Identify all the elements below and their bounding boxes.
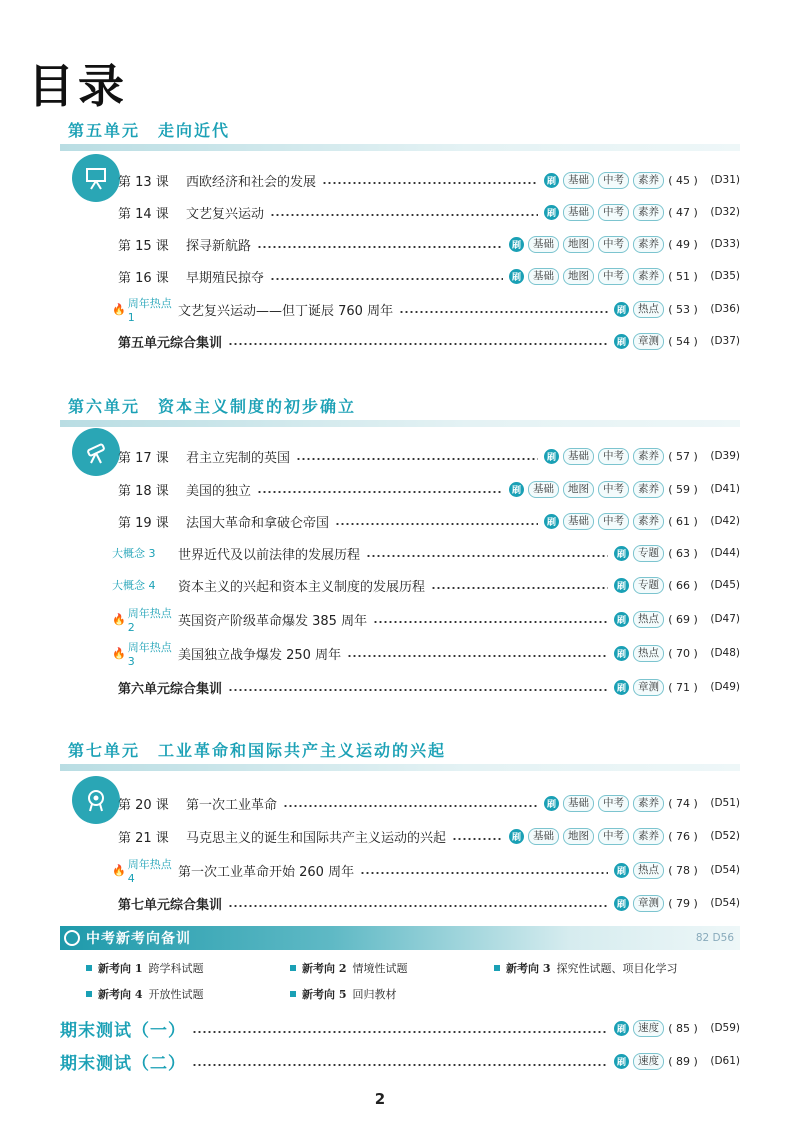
unit-header-bar — [60, 764, 740, 771]
page-ref: ( 54 ) — [666, 335, 700, 348]
tag-basic: 基础 — [528, 828, 559, 845]
lesson-number: 第 14 课 — [118, 206, 169, 222]
summary-title: 第五单元综合集训 — [118, 335, 223, 351]
tag-basic: 基础 — [528, 268, 559, 285]
tag-group — [544, 513, 664, 530]
answer-code: ( D42 ) — [700, 515, 740, 527]
toc-row-hot[interactable] — [112, 296, 740, 324]
toc-row-hot[interactable] — [112, 857, 740, 885]
answer-code: ( D41 ) — [700, 483, 740, 495]
toc-row-summary[interactable] — [118, 330, 740, 352]
direction-item[interactable] — [86, 986, 203, 1002]
lesson-title: 君主立宪制的英国 — [186, 450, 291, 466]
toc-row[interactable] — [118, 265, 740, 287]
direction-key: 新考向 2 — [302, 962, 347, 975]
tag-group — [544, 448, 664, 465]
tag-literacy: 素养 — [633, 172, 664, 189]
direction-value: 开放性试题 — [148, 988, 204, 1001]
leader-dots — [366, 555, 608, 557]
page-ref: ( 71 ) — [666, 681, 700, 694]
compass-icon — [64, 930, 80, 946]
leader-dots — [228, 689, 608, 691]
tag-map: 地图 — [563, 828, 594, 845]
toc-row[interactable] — [118, 510, 740, 532]
toc-row-summary[interactable] — [118, 676, 740, 698]
tag-literacy: 素养 — [633, 268, 664, 285]
final-exam-row[interactable] — [60, 1049, 740, 1073]
topic-title: 美国独立战争爆发 250 周年 — [178, 647, 342, 663]
telescope-icon — [72, 428, 120, 476]
page-ref: ( 70 ) — [666, 647, 700, 660]
final-exam-row[interactable] — [60, 1016, 740, 1040]
tag-literacy: 素养 — [633, 481, 664, 498]
answer-code: ( D48 ) — [700, 647, 740, 659]
lesson-number: 第 20 课 — [118, 797, 169, 813]
tag-group — [614, 301, 664, 318]
tag-group — [614, 862, 664, 879]
toc-row-concept[interactable] — [112, 542, 740, 564]
leader-dots — [228, 905, 608, 907]
bullet-icon — [86, 991, 92, 997]
answer-code: ( D36 ) — [700, 303, 740, 315]
tag-group — [544, 172, 664, 189]
answer-code: ( D61 ) — [700, 1055, 740, 1067]
leader-dots — [322, 182, 538, 184]
toc-row-hot[interactable] — [112, 640, 740, 668]
tag-hot: 热点 — [633, 645, 664, 662]
tag-group — [544, 795, 664, 812]
hot-number: 周年热点 2 — [127, 606, 172, 634]
hot-label — [112, 639, 178, 668]
answer-code: ( D47 ) — [700, 613, 740, 625]
direction-item[interactable] — [290, 960, 407, 976]
lesson-title: 第一次工业革命 — [186, 797, 278, 813]
toc-row[interactable] — [118, 825, 740, 847]
page-ref: ( 49 ) — [666, 238, 700, 251]
summary-title: 第六单元综合集训 — [118, 681, 223, 697]
unit-7-title: 第七单元 工业革命和国际共产主义运动的兴起 — [68, 741, 447, 760]
tag-exam: 中考 — [598, 236, 629, 253]
bullet-icon — [290, 991, 296, 997]
answer-code: ( D35 ) — [700, 270, 740, 282]
tag-group — [509, 481, 664, 498]
tag-basic: 基础 — [563, 513, 594, 530]
concept-label: 大概念 4 — [112, 579, 156, 592]
direction-value: 探究性试题、项目化学习 — [556, 962, 678, 975]
toc-row[interactable] — [118, 478, 740, 500]
hot-label — [112, 605, 178, 634]
tag-group — [614, 1053, 664, 1070]
presentation-board-icon — [72, 154, 120, 202]
topic-title: 英国资产阶级革命爆发 385 周年 — [178, 613, 368, 629]
leader-dots — [452, 838, 503, 840]
unit-header-bar — [60, 420, 740, 427]
leader-dots — [360, 872, 608, 874]
fire-icon: 🔥 — [112, 302, 126, 316]
leader-dots — [335, 523, 538, 525]
answer-code: ( D45 ) — [700, 579, 740, 591]
tag-exam: 中考 — [598, 513, 629, 530]
direction-item[interactable] — [86, 960, 203, 976]
leader-dots — [283, 805, 538, 807]
page-ref: ( 47 ) — [666, 206, 700, 219]
shua-icon: 刷 — [544, 449, 559, 464]
leader-dots — [270, 214, 538, 216]
tag-map: 地图 — [563, 481, 594, 498]
topic-title: 资本主义的兴起和资本主义制度的发展历程 — [178, 579, 426, 595]
page-ref: ( 59 ) — [666, 483, 700, 496]
lesson-number: 第 18 课 — [118, 483, 169, 499]
tag-group — [614, 679, 664, 696]
gear-medal-icon — [72, 776, 120, 824]
fire-icon: 🔥 — [112, 646, 126, 660]
tag-literacy: 素养 — [633, 828, 664, 845]
answer-code: ( D59 ) — [700, 1022, 740, 1034]
shua-icon: 刷 — [614, 546, 629, 561]
tag-literacy: 素养 — [633, 448, 664, 465]
page-ref: ( 79 ) — [666, 897, 700, 910]
hot-number: 周年热点 1 — [127, 296, 172, 324]
tag-chapter-test: 章测 — [633, 895, 664, 912]
fire-icon: 🔥 — [112, 612, 126, 626]
lesson-number: 第 19 课 — [118, 515, 169, 531]
toc-row[interactable] — [118, 169, 740, 191]
page-ref: ( 76 ) — [666, 830, 700, 843]
page-ref: ( 63 ) — [666, 547, 700, 560]
answer-code: ( D31 ) — [700, 174, 740, 186]
toc-row[interactable] — [118, 201, 740, 223]
lesson-title: 美国的独立 — [186, 483, 252, 499]
tag-exam: 中考 — [598, 268, 629, 285]
tag-exam: 中考 — [598, 481, 629, 498]
tag-group — [614, 895, 664, 912]
tag-group — [614, 545, 664, 562]
topic-title: 第一次工业革命开始 260 周年 — [178, 864, 355, 880]
direction-key: 新考向 1 — [98, 962, 143, 975]
shua-icon: 刷 — [614, 896, 629, 911]
topic-title: 文艺复兴运动——但丁诞辰 760 周年 — [178, 303, 394, 319]
shua-icon: 刷 — [544, 205, 559, 220]
page-number: 2 — [374, 1090, 386, 1108]
exam-prep-banner[interactable] — [60, 926, 740, 950]
answer-code: ( D32 ) — [700, 206, 740, 218]
page-title: 目录 — [28, 59, 128, 113]
page-ref: ( 74 ) — [666, 797, 700, 810]
direction-item[interactable] — [290, 986, 396, 1002]
tag-literacy: 素养 — [633, 795, 664, 812]
shua-icon: 刷 — [509, 237, 524, 252]
tag-exam: 中考 — [598, 172, 629, 189]
direction-key: 新考向 4 — [98, 988, 143, 1001]
hot-number: 周年热点 3 — [127, 640, 172, 668]
direction-item[interactable] — [494, 960, 677, 976]
tag-basic: 基础 — [563, 795, 594, 812]
leader-dots — [296, 458, 538, 460]
tag-literacy: 素养 — [633, 513, 664, 530]
shua-icon: 刷 — [614, 1054, 629, 1069]
direction-key: 新考向 3 — [506, 962, 551, 975]
tag-group — [614, 611, 664, 628]
shua-icon: 刷 — [614, 334, 629, 349]
leader-dots — [373, 621, 608, 623]
lesson-title: 早期殖民掠夺 — [186, 270, 265, 286]
direction-value: 情境性试题 — [352, 962, 408, 975]
answer-code: ( D39 ) — [700, 450, 740, 462]
leader-dots — [257, 246, 503, 248]
lesson-title: 探寻新航路 — [186, 238, 252, 254]
page-ref: ( 53 ) — [666, 303, 700, 316]
toc-row[interactable] — [118, 792, 740, 814]
tag-basic: 基础 — [563, 448, 594, 465]
lesson-title: 法国大革命和拿破仑帝国 — [186, 515, 330, 531]
tag-group — [614, 1020, 664, 1037]
shua-icon: 刷 — [544, 514, 559, 529]
summary-title: 第七单元综合集训 — [118, 897, 223, 913]
direction-value: 回归教材 — [352, 988, 397, 1001]
bullet-icon — [86, 965, 92, 971]
unit-5-title: 第五单元 走向近代 — [68, 121, 231, 140]
toc-row[interactable] — [118, 445, 740, 467]
unit-6-title: 第六单元 资本主义制度的初步确立 — [68, 397, 357, 416]
tag-group — [509, 236, 664, 253]
tag-exam: 中考 — [598, 795, 629, 812]
answer-code: ( D52 ) — [700, 830, 740, 842]
shua-icon: 刷 — [544, 796, 559, 811]
banner-page — [696, 932, 734, 944]
exam-title: 期末测试（一） — [60, 1020, 186, 1041]
tag-hot: 热点 — [633, 301, 664, 318]
page-ref: ( 51 ) — [666, 270, 700, 283]
answer-code: ( D54 ) — [700, 897, 740, 909]
leader-dots — [347, 655, 608, 657]
topic-title: 世界近代及以前法律的发展历程 — [178, 547, 361, 563]
shua-icon: 刷 — [614, 578, 629, 593]
tag-exam: 中考 — [598, 204, 629, 221]
lesson-number: 第 13 课 — [118, 174, 169, 190]
concept-label: 大概念 3 — [112, 547, 156, 560]
tag-group — [544, 204, 664, 221]
shua-icon: 刷 — [614, 302, 629, 317]
leader-dots — [228, 343, 608, 345]
page-ref: ( 85 ) — [666, 1022, 700, 1035]
tag-basic: 基础 — [528, 481, 559, 498]
shua-icon: 刷 — [614, 646, 629, 661]
page-ref: ( 89 ) — [666, 1055, 700, 1068]
page-ref: ( 69 ) — [666, 613, 700, 626]
tag-literacy: 素养 — [633, 236, 664, 253]
tag-hot: 热点 — [633, 611, 664, 628]
tag-group — [509, 268, 664, 285]
shua-icon: 刷 — [509, 829, 524, 844]
unit-5-header — [0, 118, 740, 158]
hot-number: 周年热点 4 — [127, 857, 172, 885]
shua-icon: 刷 — [509, 482, 524, 497]
banner-page-number: 82 — [695, 932, 710, 944]
tag-exam: 中考 — [598, 828, 629, 845]
answer-code: ( D54 ) — [700, 864, 740, 876]
answer-code: ( D51 ) — [700, 797, 740, 809]
tag-special: 专题 — [633, 545, 664, 562]
tag-chapter-test: 章测 — [633, 333, 664, 350]
tag-map: 地图 — [563, 268, 594, 285]
shua-icon: 刷 — [544, 173, 559, 188]
tag-basic: 基础 — [528, 236, 559, 253]
leader-dots — [257, 491, 503, 493]
leader-dots — [431, 587, 608, 589]
leader-dots — [192, 1031, 608, 1033]
bullet-icon — [290, 965, 296, 971]
hot-label — [112, 856, 178, 885]
shua-icon: 刷 — [509, 269, 524, 284]
tag-special: 专题 — [633, 577, 664, 594]
banner-answer-code: D56 — [712, 932, 734, 944]
fire-icon: 🔥 — [112, 863, 126, 877]
tag-speed: 速度 — [633, 1053, 664, 1070]
shua-icon: 刷 — [614, 680, 629, 695]
lesson-number: 第 15 课 — [118, 238, 169, 254]
answer-code: ( D44 ) — [700, 547, 740, 559]
page-ref: ( 57 ) — [666, 450, 700, 463]
page-ref: ( 66 ) — [666, 579, 700, 592]
page-ref: ( 61 ) — [666, 515, 700, 528]
tag-group — [614, 645, 664, 662]
tag-group — [614, 333, 664, 350]
tag-group — [509, 828, 664, 845]
lesson-title: 文艺复兴运动 — [186, 206, 265, 222]
answer-code: ( D37 ) — [700, 335, 740, 347]
lesson-number: 第 17 课 — [118, 450, 169, 466]
page-ref: ( 45 ) — [666, 174, 700, 187]
lesson-title: 马克思主义的诞生和国际共产主义运动的兴起 — [186, 830, 447, 846]
page-ref: ( 78 ) — [666, 864, 700, 877]
tag-literacy: 素养 — [633, 204, 664, 221]
unit-header-bar — [60, 144, 740, 151]
direction-value: 跨学科试题 — [148, 962, 204, 975]
shua-icon: 刷 — [614, 863, 629, 878]
lesson-title: 西欧经济和社会的发展 — [186, 174, 317, 190]
leader-dots — [270, 278, 503, 280]
shua-icon: 刷 — [614, 612, 629, 627]
unit-6-header — [0, 394, 740, 434]
tag-group — [614, 577, 664, 594]
leader-dots — [192, 1064, 608, 1066]
tag-basic: 基础 — [563, 172, 594, 189]
unit-7-header — [0, 738, 740, 778]
answer-code: ( D33 ) — [700, 238, 740, 250]
toc-row[interactable] — [118, 233, 740, 255]
bullet-icon — [494, 965, 500, 971]
tag-exam: 中考 — [598, 448, 629, 465]
shua-icon: 刷 — [614, 1021, 629, 1036]
lesson-number: 第 21 课 — [118, 830, 169, 846]
toc-row-summary[interactable] — [118, 892, 740, 914]
tag-chapter-test: 章测 — [633, 679, 664, 696]
leader-dots — [399, 311, 608, 313]
banner-title: 中考新考向备训 — [86, 931, 191, 947]
tag-basic: 基础 — [563, 204, 594, 221]
lesson-number: 第 16 课 — [118, 270, 169, 286]
direction-key: 新考向 5 — [302, 988, 347, 1001]
toc-row-hot[interactable] — [112, 606, 740, 634]
answer-code: ( D49 ) — [700, 681, 740, 693]
tag-hot: 热点 — [633, 862, 664, 879]
tag-map: 地图 — [563, 236, 594, 253]
tag-speed: 速度 — [633, 1020, 664, 1037]
hot-label — [112, 295, 178, 324]
toc-row-concept[interactable] — [112, 574, 740, 596]
exam-title: 期末测试（二） — [60, 1053, 186, 1074]
